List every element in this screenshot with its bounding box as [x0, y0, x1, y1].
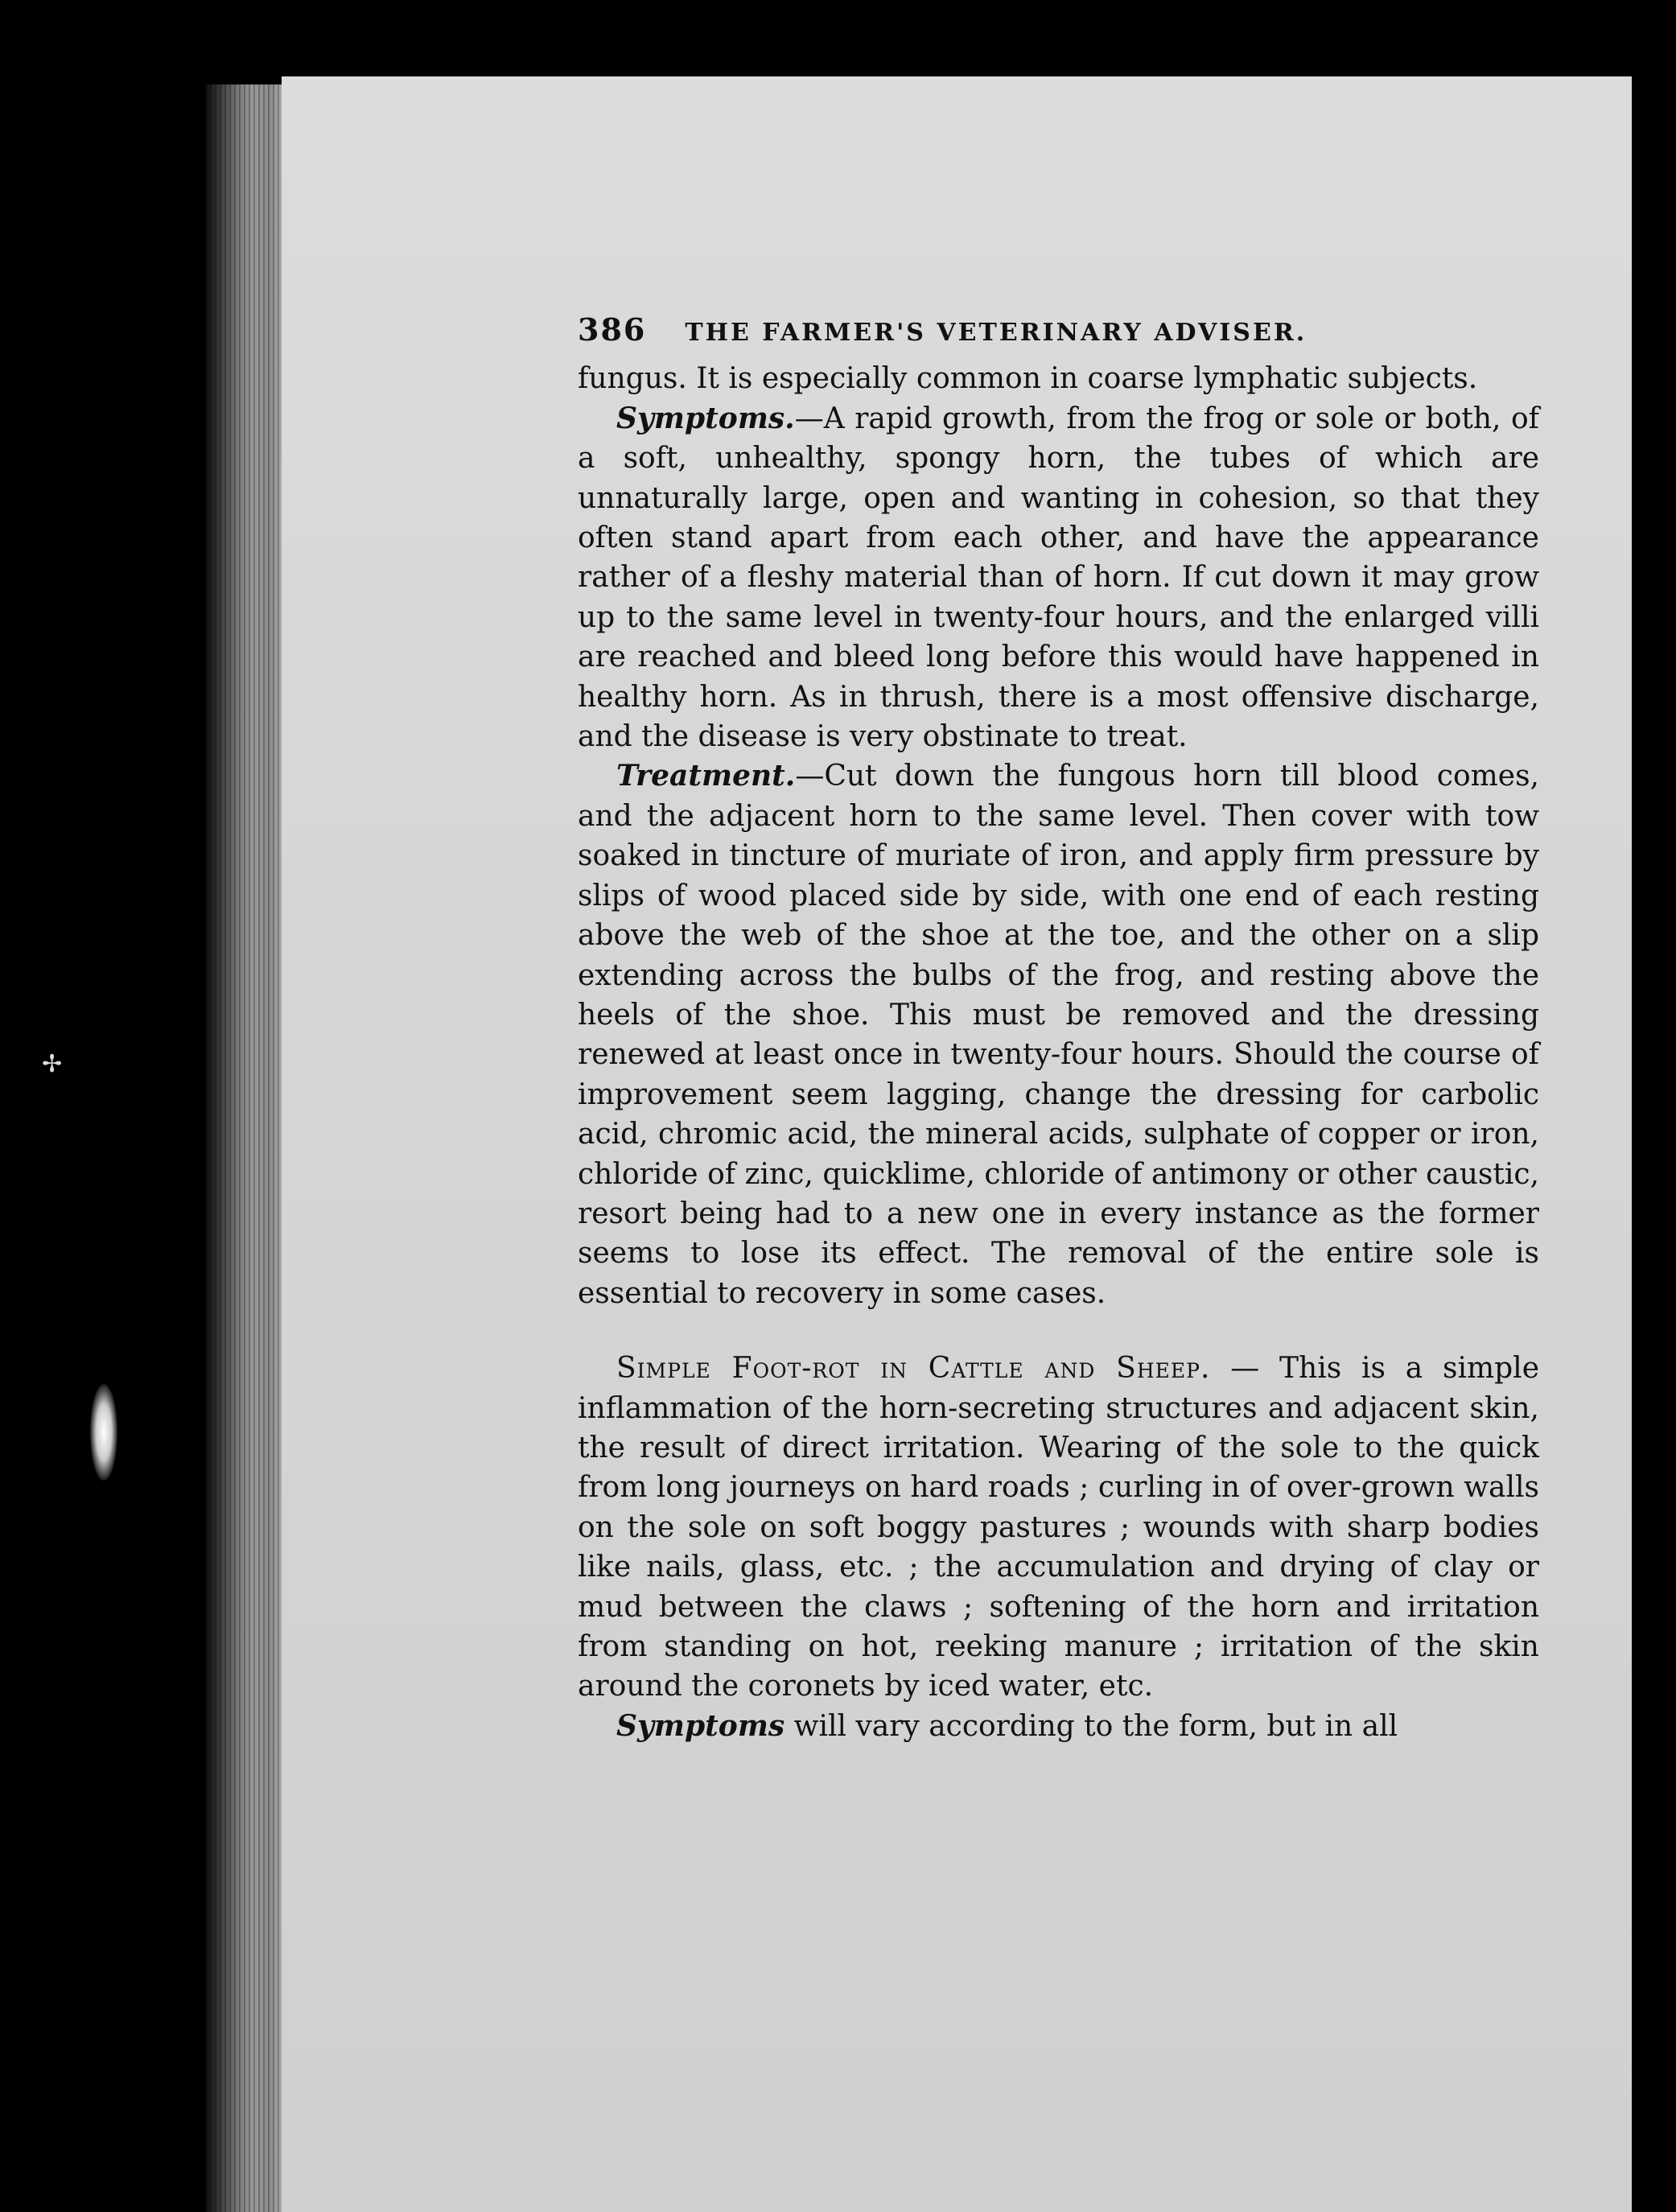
symptoms-2-heading: Symptoms — [616, 1708, 785, 1743]
paragraph-fungus: fungus. It is especially common in coarse lymphatic subjects. — [578, 362, 1478, 396]
paragraph-foot-rot — [578, 1349, 1539, 1707]
paragraph-symptoms-2 — [578, 1707, 1539, 1746]
top-dark-margin — [0, 0, 1676, 80]
page-number: 386 — [578, 311, 647, 348]
treatment-heading: Treatment. — [616, 759, 796, 793]
treatment-text: —Cut down the fungous horn till blood comes, and the adjacent horn to the same level. Then cover with tow soaked in tincture of muriate of iron, and apply firm pressure by slips of wood placed side by side, with one end of each resting above the web of the shoe at the toe, and the other on a slip extending across the bulbs of the frog, and resting above the heels of the shoe. This must be removed and the dressing renewed at least once in twenty-four hours. Should the course of improvement seem lagging, change the dressing for carbolic acid, chromic acid, the mineral acids, sulphate of copper or iron, chloride of zinc, quicklime, chloride of antimony or other caustic, resort being had to a new one in every instance as the former seems to lose its effect. The removal of the entire sole is essential to recovery in some cases. — [578, 760, 1539, 1310]
page-header — [578, 310, 1539, 352]
symptoms-heading: Symptoms. — [616, 401, 795, 435]
symptoms-2-text: will vary according to the form, but in all — [784, 1709, 1398, 1743]
light-glare — [90, 1384, 117, 1481]
spine-mark-icon: ✢ — [42, 1050, 63, 1078]
symptoms-text: —A rapid growth, from the frog or sole or both, of a soft, unhealthy, spongy horn, the tubes of which are unnaturally large, open and wanting in cohesion, so that they often stand apart from each other, and have the appearance rather of a fleshy material than of horn. If cut down it may grow up to the same level in twenty-four hours, and the enlarged villi are reached and bleed long before this would have happened in healthy horn. As in thrush, there is a most offensive discharge, and the disease is very obstinate to treat. — [578, 402, 1539, 754]
foot-rot-text: — This is a simple inflammation of the horn-secreting structures and adjacent skin, the result of direct irritation. Wearing of the sole to the quick from long journeys on hard roads ; curling in of over-grown walls on the sole on soft boggy pastures ; wounds with sharp bodies like nails, glass, etc. ; the accumulation and drying of clay or mud between the claws ; softening of the horn and irritation from standing on hot, reeking manure ; irritation of the skin around the coronets by iced water, etc. — [578, 1352, 1539, 1703]
paragraph-treatment — [578, 756, 1539, 1313]
book-page-edges — [205, 84, 286, 2212]
right-dark-margin — [1632, 0, 1676, 2212]
running-head: THE FARMER'S VETERINARY ADVISER. — [685, 319, 1307, 347]
page-text — [578, 310, 1539, 1746]
paragraph-symptoms — [578, 399, 1539, 757]
foot-rot-heading: Simple Foot-rot in Cattle and Sheep. — [616, 1352, 1211, 1386]
